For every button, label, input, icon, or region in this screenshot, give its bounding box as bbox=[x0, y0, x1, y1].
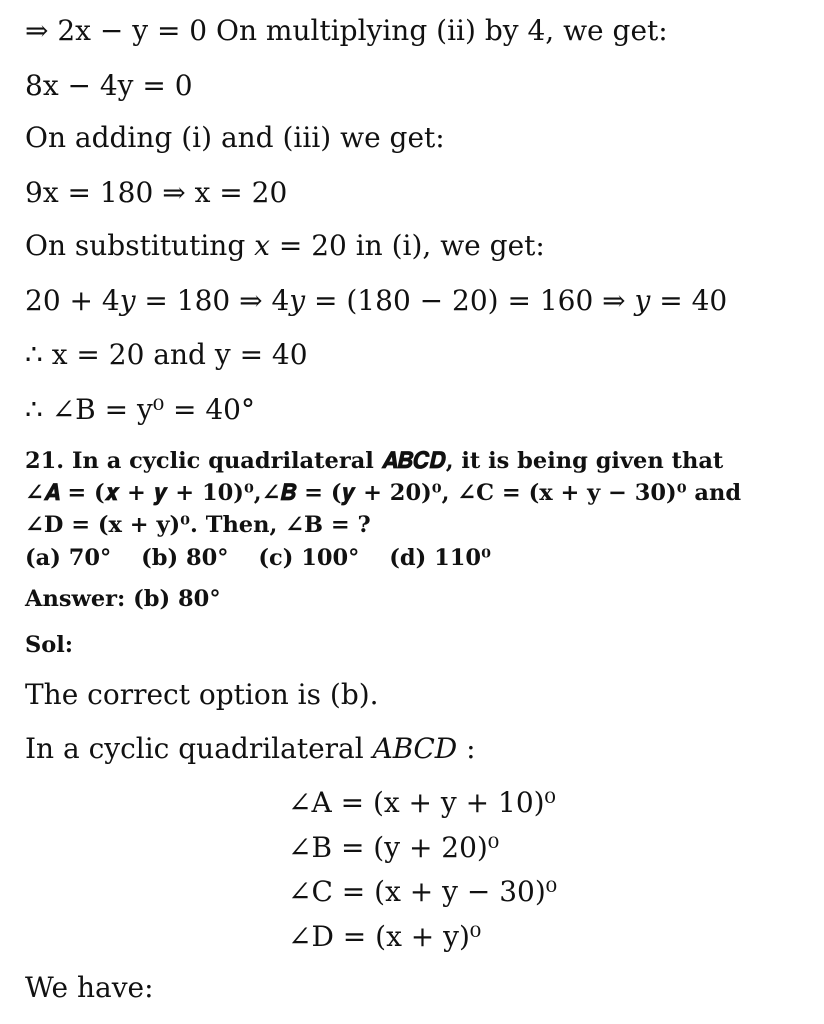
solution-line-6: 20 + 4𝑦 = 180 ⇒ 4𝑦 = (180 − 20) = 160 ⇒ 𝑦 = 40 bbox=[25, 284, 728, 317]
question-line-3: ∠D = (x + y)⁰. Then, ∠B = ? bbox=[25, 512, 371, 538]
solution-line-7: ∴ x = 20 and y = 40 bbox=[25, 338, 308, 371]
we-have-line: We have: bbox=[25, 971, 154, 1004]
solution-line-4: 9x = 180 ⇒ x = 20 bbox=[25, 176, 288, 209]
solution-line-1: ⇒ 2x − y = 0 On multiplying (ii) by 4, we get: bbox=[25, 14, 668, 47]
solution-line-3: On adding (i) and (iii) we get: bbox=[25, 121, 445, 154]
sol-label: Sol: bbox=[25, 632, 74, 658]
solution-line-5: On substituting 𝑥 = 20 in (i), we get: bbox=[25, 229, 545, 262]
correct-option-line: The correct option is (b). bbox=[25, 678, 379, 711]
solution-line-8: ∴ ∠B = y⁰ = 40° bbox=[25, 393, 255, 426]
option-b: (b) 80° bbox=[141, 545, 229, 571]
option-c: (c) 100° bbox=[258, 545, 360, 571]
cyclic-quad-intro: In a cyclic quadrilateral 𝐴𝐵𝐶𝐷 : bbox=[25, 732, 476, 765]
question-line-2: ∠𝑨 = (𝒙 + 𝒚 + 10)⁰,∠𝑩 = (𝒚 + 20)⁰, ∠C = (x + y − 30)⁰ and bbox=[25, 480, 742, 506]
answer-line: Answer: (b) 80° bbox=[25, 586, 221, 612]
angle-b-equation: ∠B = (y + 20)⁰ bbox=[288, 831, 500, 864]
option-a: (a) 70° bbox=[25, 545, 112, 571]
solution-line-2: 8x − 4y = 0 bbox=[25, 69, 193, 102]
angle-a-equation: ∠A = (x + y + 10)⁰ bbox=[288, 786, 556, 819]
question-options bbox=[25, 543, 513, 573]
angle-d-equation: ∠D = (x + y)⁰ bbox=[288, 920, 482, 953]
angle-c-equation: ∠C = (x + y − 30)⁰ bbox=[288, 875, 557, 908]
option-d: (d) 110⁰ bbox=[389, 545, 491, 571]
question-line-1: 21. In a cyclic quadrilateral 𝑨𝑩𝑪𝑫, it is being given that bbox=[25, 448, 724, 474]
